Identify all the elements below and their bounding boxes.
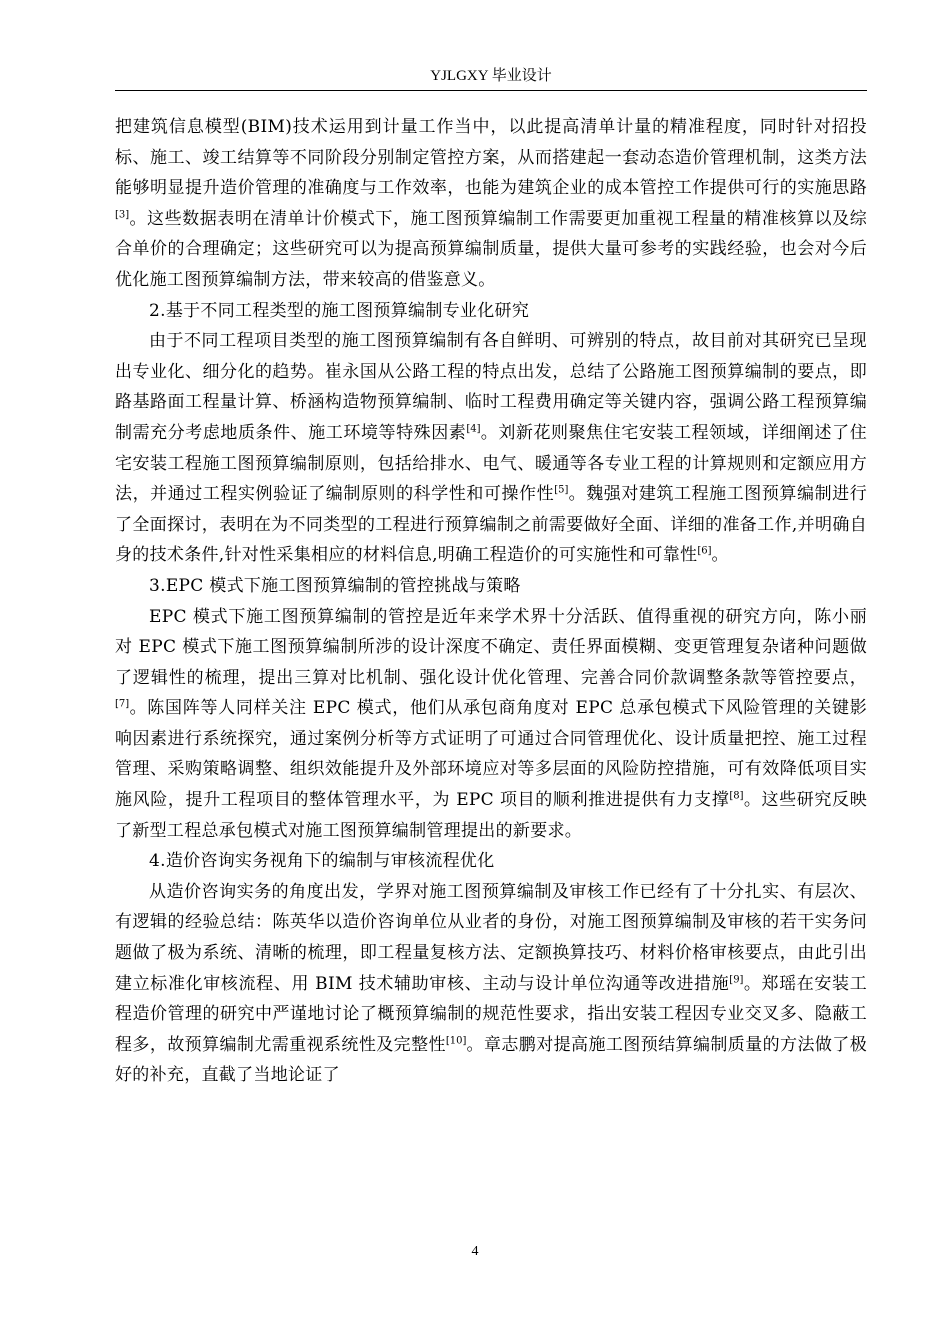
body-paragraph	[115, 877, 867, 1091]
citation-ref: [3]	[115, 209, 130, 221]
citation-ref: [8]	[729, 790, 744, 802]
paragraph-text: 。刘新花则聚焦住宅安装工程领域，详细阐述了住宅安装工程施工图预算编制原则，包括给排水、电气、暖通等各专业工程的计算规则和定额应用方法，并通过工程实例验证了编制原则的科学性和可操作性	[115, 422, 867, 505]
paragraph-text: 从造价咨询实务的角度出发，学界对施工图预算编制及审核工作已经有了十分扎实、有层次、有逻辑的经验总结：陈英华以造价咨询单位从业者的身份，对施工图预算编制及审核的若干实务问题做了极为系统、清晰的梳理，即工程量复核方法、定额换算技巧、材料价格审核要点，由此引出建立标准化审核流程、用 BIM 技术辅助审核、主动与设计单位沟通等改进措施	[115, 881, 867, 994]
citation-ref: [5]	[554, 484, 569, 496]
body-paragraph	[115, 326, 867, 571]
section-heading: 3.EPC 模式下施工图预算编制的管控挑战与策略	[149, 575, 521, 596]
paragraph-text: 。	[711, 545, 729, 566]
citation-ref: [4]	[466, 423, 481, 435]
paragraph-text: 把建筑信息模型(BIM)技术运用到计量工作当中，以此提高清单计量的精准程度，同时针对招投标、施工、竣工结算等不同阶段分别制定管控方案，从而搭建起一套动态造价管理机制，这类方法能够明显提升造价管理的准确度与工作效率，也能为建筑企业的成本管控工作提供可行的实施思路	[115, 117, 867, 199]
citation-ref: [10]	[445, 1035, 467, 1047]
header-title: YJLGXY 毕业设计	[430, 68, 552, 84]
page-number: 4	[471, 1244, 479, 1259]
paragraph-text: 。陈国阵等人同样关注 EPC 模式，他们从承包商角度对 EPC 总承包模式下风险管理的关键影响因素进行系统探究，通过案例分析等方式证明了可通过合同管理优化、设计质量把控、施工过程管理、采购策略调整、组织效能提升及外部环境应对等多层面的风险防控措施，可有效降低项目实施风险，提升工程项目的整体管理水平，为 EPC 项目的顺利推进提供有力支撑	[115, 698, 867, 811]
paragraph-text: EPC 模式下施工图预算编制的管控是近年来学术界十分活跃、值得重视的研究方向，陈小丽对 EPC 模式下施工图预算编制所涉的设计深度不确定、责任界面模糊、变更管理复杂诸种问题做了逻辑性的梳理，提出三算对比机制、强化设计优化管理、完善合同价款调整条款等管控要点，	[115, 606, 867, 688]
paragraph-text: 。这些数据表明在清单计价模式下，施工图预算编制工作需要更加重视工程量的精准核算以及综合单价的合理确定；这些研究可以为提高预算编制质量，提供大量可参考的实践经验，也会对今后优化施工图预算编制方法，带来较高的借鉴意义。	[115, 208, 867, 290]
body-paragraph	[115, 602, 867, 847]
section-heading: 2.基于不同工程类型的施工图预算编制专业化研究	[149, 300, 530, 321]
paragraph-text: 由于不同工程项目类型的施工图预算编制有各自鲜明、可辨别的特点，故目前对其研究已呈现出专业化、细分化的趋势。崔永国从公路工程的特点出发，总结了公路施工图预算编制的要点，即路基路面工程量计算、桥涵构造物预算编制、临时工程费用确定等关键内容，强调公路工程预算编制需充分考虑地质条件、施工环境等特殊因素	[115, 331, 867, 443]
citation-ref: [7]	[115, 698, 130, 710]
body-paragraph	[115, 112, 867, 296]
section-heading: 4.造价咨询实务视角下的编制与审核流程优化	[149, 851, 495, 872]
citation-ref: [9]	[729, 973, 744, 985]
paragraph-text: 。章志鹏对提高施工图预结算编制质量的方法做了极好的补充，直截了当地论证了	[115, 1034, 867, 1086]
paragraph-text: 。这些研究反映了新型工程总承包模式对施工图预算编制管理提出的新要求。	[115, 790, 867, 841]
paragraph-text: 。魏强对建筑工程施工图预算编制进行了全面探讨，表明在为不同类型的工程进行预算编制之前需要做好全面、详细的准备工作,并明确自身的技术条件,针对性采集相应的材料信息,明确工程造价的可实施性和可靠性	[115, 484, 867, 566]
citation-ref: [6]	[697, 545, 712, 557]
document-body	[115, 112, 867, 1091]
paragraph-text: 。郑瑶在安装工程造价管理的研究中严谨地讨论了概预算编制的规范性要求，指出安装工程因专业交叉多、隐蔽工程多，故预算编制尤需重视系统性及完整性	[115, 973, 867, 1055]
page-header	[115, 64, 867, 91]
